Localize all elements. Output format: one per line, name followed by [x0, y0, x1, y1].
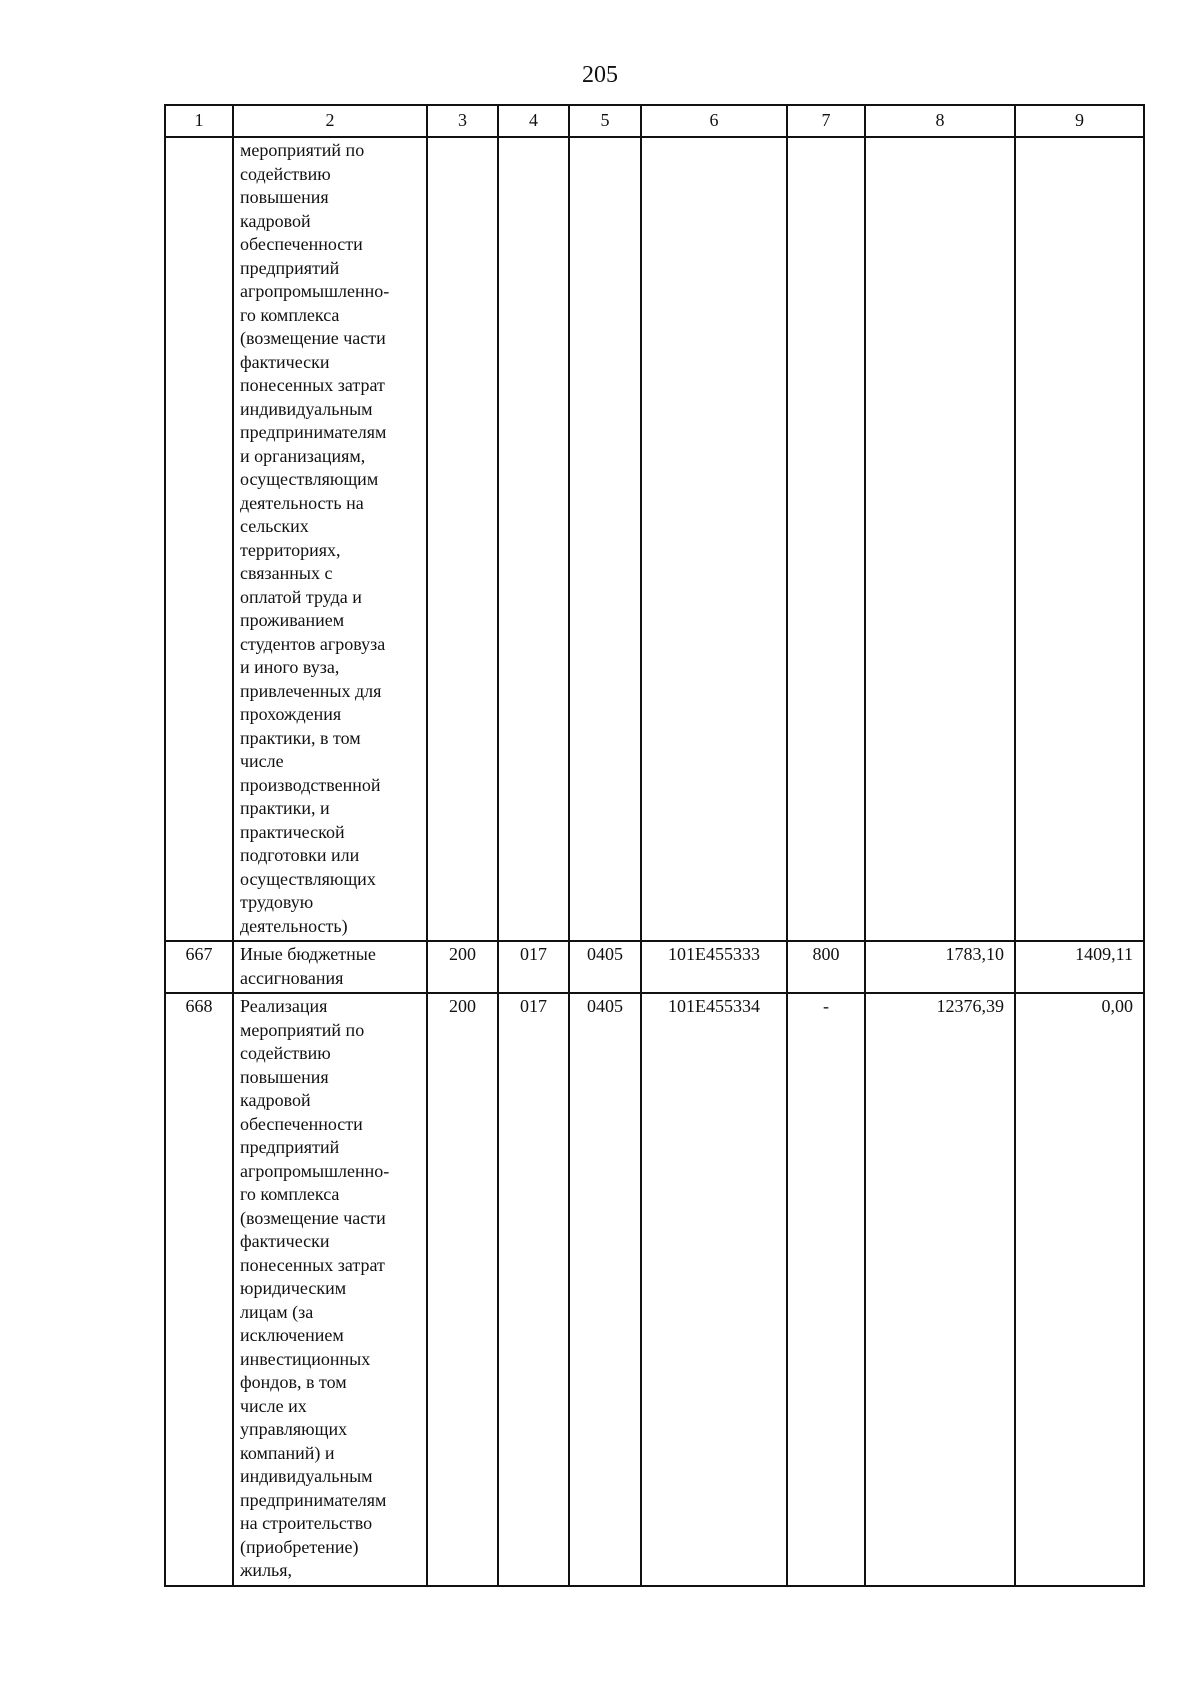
item-name-line: студентов агровуза: [240, 633, 386, 654]
item-name-cell: [233, 137, 427, 941]
item-name-line: агропромышленно-: [240, 1160, 390, 1181]
col-9-cell: 1409,11: [1015, 941, 1144, 993]
col-8-cell: 1783,10: [865, 941, 1015, 993]
item-name-line: юридическим: [240, 1278, 347, 1298]
item-name-line: числе: [240, 751, 284, 771]
col-6-cell: 101E455334: [641, 993, 787, 1586]
col-4-cell: 017: [498, 941, 569, 993]
col-7-cell: 800: [787, 941, 865, 993]
col-header-9: 9: [1015, 105, 1144, 137]
item-name-line: сельских: [240, 516, 309, 536]
row-number-cell: 668: [165, 993, 233, 1586]
item-name-line: числе их: [240, 1395, 307, 1416]
item-name-line: территориях,: [240, 539, 341, 560]
row-number-cell: [165, 137, 233, 941]
item-name-line: го комплекса: [240, 304, 340, 325]
col-8-cell: [865, 137, 1015, 941]
item-name-line: Реализация: [240, 996, 328, 1016]
col-header-7: 7: [787, 105, 865, 137]
item-name-line: деятельность на: [240, 492, 364, 513]
col-9-cell: [1015, 137, 1144, 941]
item-name-line: индивидуальным: [240, 398, 373, 419]
item-name-line: предпринимателям: [240, 422, 387, 442]
item-name-line: кадровой: [240, 210, 311, 231]
col-header-3: 3: [427, 105, 498, 137]
item-name-line: (возмещение части: [240, 1207, 386, 1228]
item-name-line: предприятий: [240, 1137, 340, 1157]
item-name-line: мероприятий по: [240, 1019, 365, 1040]
item-name-line: фактически: [240, 351, 330, 372]
item-name-line: предпринимателям: [240, 1489, 387, 1510]
item-name-line: осуществляющим: [240, 469, 379, 489]
item-name-line: Иные бюджетные: [240, 944, 376, 964]
item-name-line: го комплекса: [240, 1184, 340, 1204]
item-name-line: производственной: [240, 774, 381, 795]
item-name-line: подготовки или: [240, 845, 360, 865]
col-header-1: 1: [165, 105, 233, 137]
col-6-cell: [641, 137, 787, 941]
item-name-line: повышения: [240, 1066, 329, 1087]
table-row: [165, 941, 1144, 993]
item-name-line: прохождения: [240, 704, 342, 724]
col-header-5: 5: [569, 105, 641, 137]
item-name-line: обеспеченности: [240, 1113, 363, 1134]
table-row: [165, 137, 1144, 941]
col-3-cell: 200: [427, 941, 498, 993]
header-row: [165, 105, 1144, 137]
item-name-line: фондов, в том: [240, 1372, 347, 1392]
col-6-cell: 101E455333: [641, 941, 787, 993]
item-name-line: лицам (за: [240, 1301, 314, 1322]
col-header-8: 8: [865, 105, 1015, 137]
col-header-2: 2: [233, 105, 427, 137]
col-header-4: 4: [498, 105, 569, 137]
item-name-line: практики, и: [240, 798, 330, 818]
item-name-line: ассигнования: [240, 967, 344, 988]
item-name-line: привлеченных для: [240, 680, 382, 701]
item-name-line: содействию: [240, 163, 331, 184]
table-row: [165, 993, 1144, 1586]
item-name-line: и иного вуза,: [240, 657, 340, 677]
item-name-line: оплатой труда и: [240, 586, 362, 607]
item-name-line: (приобретение): [240, 1536, 359, 1557]
item-name-line: на строительство: [240, 1513, 373, 1533]
item-name-line: и организациям,: [240, 445, 366, 466]
col-4-cell: 017: [498, 993, 569, 1586]
col-3-cell: [427, 137, 498, 941]
col-8-cell: 12376,39: [865, 993, 1015, 1586]
item-name-line: практики, в том: [240, 727, 361, 748]
item-name-line: предприятий: [240, 257, 340, 278]
item-name-line: практической: [240, 821, 345, 842]
col-7-cell: [787, 137, 865, 941]
budget-table: [164, 104, 1145, 1587]
item-name-line: исключением: [240, 1325, 344, 1345]
table-body: [165, 137, 1144, 1586]
item-name-line: повышения: [240, 187, 329, 207]
item-name-line: обеспеченности: [240, 234, 363, 254]
item-name-line: жилья,: [240, 1560, 293, 1580]
item-name-line: мероприятий по: [240, 140, 365, 160]
item-name-cell: [233, 993, 427, 1586]
item-name-line: понесенных затрат: [240, 375, 385, 395]
col-5-cell: [569, 137, 641, 941]
item-name-line: понесенных затрат: [240, 1254, 385, 1275]
item-name-cell: [233, 941, 427, 993]
item-name-line: индивидуальным: [240, 1466, 373, 1486]
col-5-cell: 0405: [569, 993, 641, 1586]
item-name-line: (возмещение части: [240, 328, 386, 348]
item-name-line: проживанием: [240, 610, 345, 630]
item-name-line: трудовую: [240, 892, 314, 912]
item-name-line: фактически: [240, 1231, 330, 1251]
item-name-line: управляющих: [240, 1419, 348, 1439]
item-name-line: кадровой: [240, 1090, 311, 1110]
item-name-line: связанных с: [240, 563, 333, 583]
item-name-line: содействию: [240, 1043, 331, 1063]
col-5-cell: 0405: [569, 941, 641, 993]
col-header-6: 6: [641, 105, 787, 137]
row-number-cell: 667: [165, 941, 233, 993]
col-3-cell: 200: [427, 993, 498, 1586]
item-name-line: агропромышленно-: [240, 281, 390, 301]
item-name-line: деятельность): [240, 915, 348, 936]
col-7-cell: -: [787, 993, 865, 1586]
item-name-line: компаний) и: [240, 1442, 335, 1463]
item-name-line: осуществляющих: [240, 868, 376, 889]
page-number: 205: [582, 62, 618, 88]
item-name-line: инвестиционных: [240, 1348, 371, 1369]
col-9-cell: 0,00: [1015, 993, 1144, 1586]
col-4-cell: [498, 137, 569, 941]
